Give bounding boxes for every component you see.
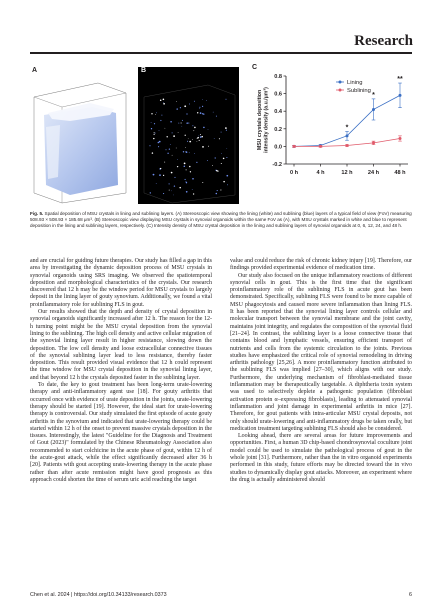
msu-crystal [200,134,201,135]
page-header [0,0,427,60]
msu-crystal [169,183,170,184]
msu-crystal [155,114,156,115]
msu-crystal [214,138,215,139]
msu-crystal [163,193,164,194]
volume-box-edge [34,97,62,107]
msu-crystal [223,158,225,160]
msu-crystal [213,112,214,113]
msu-crystal [202,146,204,148]
msu-crystal [197,141,198,142]
msu-crystal [180,107,181,108]
msu-crystal [192,178,194,180]
panel-b-label: B [141,67,147,74]
y-axis-label-line: intensity density (a.u./μm³) [263,87,270,153]
msu-crystal [177,159,178,160]
msu-crystal [160,99,162,101]
x-tick-label: 0 h [289,170,299,176]
lining-volume-edge [46,125,60,179]
y-axis-label [257,87,270,153]
msu-crystal [221,132,222,133]
msu-crystal [216,116,217,117]
legend-swatch-marker [339,81,342,84]
msu-crystal [187,141,188,142]
y-tick-label: 0.6 [274,91,282,98]
data-point-lining [346,134,349,137]
msu-crystal [158,146,159,147]
data-point-sublining [293,145,296,148]
y-axis-label-line: MSU crystals deposition [257,89,263,151]
msu-crystal [223,181,225,183]
msu-crystal [176,148,177,149]
msu-crystal [207,160,208,161]
msu-crystal [225,127,227,129]
msu-crystal [221,163,222,164]
msu-crystal [220,189,221,190]
msu-crystal [188,123,189,124]
msu-crystal [160,168,161,169]
msu-crystal [189,166,191,168]
msu-crystal [215,157,216,158]
x-tick-label: 4 h [316,170,325,176]
msu-crystal [172,155,173,156]
msu-crystal [149,145,150,146]
msu-crystal [156,112,157,113]
header-rule [30,52,412,54]
msu-crystal [185,135,186,136]
msu-crystal [159,174,161,176]
msu-crystal [174,177,175,178]
msu-crystal [226,175,228,177]
paragraph: value and could reduce the risk of chronic kidney injury [19]. Therefore, our findings provided experimental evidence of medication time. [230,258,412,272]
msu-crystal [193,193,194,194]
msu-crystal [194,101,195,102]
panel-a-render [30,67,130,204]
body-column-left [30,258,212,484]
msu-crystal [197,112,198,113]
msu-crystal [199,108,200,109]
figure-panel-b [138,67,239,204]
msu-crystal [151,128,152,129]
msu-crystal [189,141,191,143]
msu-crystal [185,151,186,152]
data-point-lining [372,108,375,111]
data-point-lining [399,94,402,97]
legend-swatch-marker [339,89,342,92]
msu-crystal [226,99,227,100]
msu-crystal [202,113,203,114]
msu-crystal [156,183,157,184]
msu-crystal [197,137,199,139]
msu-crystal [184,105,186,107]
msu-crystal [185,179,186,180]
msu-crystal [212,165,213,166]
figure-panel-c [250,62,415,207]
msu-crystal [216,193,218,195]
msu-crystal [188,138,189,139]
msu-crystal [194,153,195,154]
y-tick-label: 0.2 [274,126,282,133]
msu-crystal [226,148,227,149]
msu-crystal [186,191,188,193]
paragraph: Our study also focused on the unique inflammatory reactions of different synovial cells in gout. This is the first time that the significant proinflammatory role of the sublining FLS in acute gout has been demonstrated. Specifically, sublining FLS were found to be more capable of MSU phagocytosis and caused more severe inflammation than lining FLS. It has been reported that the synovial lining layer controls cellular and molecular transport between the synovial membrane and the joint cavity, maintains joint integrity, and regulates the composition of the synovial fluid [21–24]. In contrast, the sublining layer is a loose connective tissue that contains blood and lymphatic vessels, ensuring efficient transport of nutrients and cells from the systemic circulation to the joints. Previous studies have emphasized the critical role of synovial remodeling in driving arthritis pathology [25,26]. A more proinflammatory function attributed to the sublining FLS was implied [27–30], which aligns with our study. Furthermore, the underlying mechanism of fibroblast-mediated tissue inflammation may be therapeutically targetable. A diphtheria toxin system was used to selectively deplete a pathogenic population (fibroblast activation protein α–expressing fibroblasts), leading to attenuated synovial inflammation and joint damage in experimental arthritis in mice [27]. Therefore, for gout patients with intra-articular MSU crystal deposits, not only should urate-lowering and anti-inflammatory drugs be taken orally, but medication treatment targeting sublining FLS should also be considered. [230,272,412,432]
msu-crystal [151,122,152,123]
significance-marker: * [372,91,375,99]
msu-crystal [161,115,162,116]
panel-c-label: C [252,64,258,71]
msu-crystal [226,157,227,158]
msu-crystal [206,100,207,101]
msu-crystal [182,126,183,127]
msu-crystal [184,163,186,165]
msu-crystal [192,139,193,140]
panel-b-render [138,67,239,204]
significance-marker: * [345,124,349,132]
msu-crystal [192,125,193,126]
msu-crystal [160,120,161,121]
msu-crystal [169,148,170,149]
x-tick-label: 12 h [341,170,353,176]
msu-crystal [186,169,187,170]
msu-crystal [179,187,181,189]
caption-text: Spatial deposition of MSU crystals in lining and sublining layers. (A) Stereoscopic view showing the lining (white) and sublining (blue) layers of a typical field of view (FoV) measuring 508.93 × 508.93 × 185.68 μm³. (B) Stereoscopic view displaying MSU crystals in synovial organoids within the same FoV as (A), with MSU crystals marked in white and blue to represent deposition in the lining and sublining layers, respectively. (C) Intensity density of MSU crystal deposition in the lining and sublining layers of synovial organoids at 0, 6, 12, 24, and 48 h. [30,211,412,229]
msu-crystal [158,142,160,144]
msu-crystal [186,151,188,153]
msu-crystal [186,122,188,124]
msu-crystal [202,182,203,183]
msu-crystal [167,153,168,154]
msu-crystal [182,120,183,121]
msu-crystal [193,130,194,131]
paragraph: To date, the key to gout treatment has been long-term urate-lowering therapy and anti-inflammatory agent use [18]. For gouty arthritis that occurred once with evidence of urate deposition in the joints, urate-lowering therapy should be started [19]. However, the ideal start for urate-lowering therapy is controversial. Our study simulated the first episode of acute gouty arthritis in the synovium and indicated that urate-lowering therapy could be started within 12 h of the onset to prevent massive crystals deposition in the tissues. Interestingly, the latest "Guideline for the Diagnosis and Treatment of Gout (2023)" formulated by the Chinese Rheumatology Association also recommended to start colchicine in the acute phase of gout, within 12 h of the acute-gout attack, while the effect significantly decreased after 36 h [20]. Patients with gout accepting urate-lowering therapy in the acute phase rather than after acute remission might have good prognosis as this approach could shorten the time of serum uric acid reaching the target [30,382,212,483]
msu-crystal [200,112,202,114]
body-column-right [230,258,412,484]
journal-name: Research [354,33,413,49]
msu-crystal [184,166,186,168]
msu-crystal [154,134,155,135]
msu-crystal [159,130,160,131]
paragraph: and are crucial for guiding future therapies. Our study has filled a gap in this area by investigating the dynamic deposition process of MSU crystals in synovial organoids using SRS imaging. We observed the spatiotemporal deposition and morphological characteristics of the crystals. Our research discovered that 12 h may be the window period for MSU crystals to largely deposit in the lining layer of gouty synovium. Additionally, we found a vital proinflammatory role for sublining FLS in gout. [30,258,212,308]
msu-crystal [189,104,190,105]
msu-crystal [189,152,190,153]
msu-crystal [202,99,203,100]
msu-crystal [194,127,196,129]
msu-crystal [171,172,173,174]
msu-crystal [192,189,193,190]
data-point-sublining [319,145,322,148]
footer-citation: Chen et al. 2024 | https://doi.org/10.34133/research.0373 [30,592,167,598]
msu-crystal [170,144,171,145]
msu-crystal [208,146,209,147]
msu-crystal [169,190,170,191]
x-tick-label: 24 h [367,170,380,176]
msu-crystal [227,184,228,185]
msu-crystal [185,147,186,148]
msu-crystal [170,121,172,123]
msu-crystal [178,123,179,124]
x-tick-label: 48 h [394,170,406,176]
msu-crystal [153,138,154,139]
legend-label: Lining [347,80,363,86]
msu-crystal [208,129,209,130]
msu-crystal [173,195,174,196]
msu-crystal [185,181,186,182]
msu-crystal [164,162,165,163]
msu-crystal [171,191,172,192]
msu-crystal [163,102,164,103]
msu-crystal [200,136,202,138]
msu-crystal [186,113,187,114]
msu-crystal [219,138,220,139]
msu-crystal [163,99,165,101]
msu-crystal [226,130,227,131]
msu-crystal [173,135,175,137]
msu-crystal [197,138,198,139]
msu-crystal [172,132,173,133]
figure-panel-a [30,67,130,204]
msu-crystal [190,171,191,172]
msu-crystal [155,133,156,134]
line-chart [250,62,415,207]
msu-crystal [198,136,199,137]
msu-crystal [154,132,155,133]
legend-label: Sublining [347,88,371,94]
data-point-sublining [346,144,349,147]
figure-caption [30,211,412,230]
page-number: 6 [409,592,412,598]
msu-crystal [174,185,175,186]
paragraph: Looking ahead, there are several areas for future improvements and opportunities. First, a human 3D chip-based chondrosynovial coculture joint model could be used to simulate the pathological process of gout in the whole joint [31]. Furthermore, rather than the in vitro organoid experiments performed in this study, future efforts may be directed toward the in vivo studies to dynamically display gout attacks. Moreover, an experiment where the drug is actually administered should [230,433,412,483]
msu-crystal [163,103,165,105]
panel-b-background [138,67,239,204]
msu-crystal [150,192,151,193]
msu-crystal [176,101,177,102]
msu-crystal [199,140,200,141]
msu-crystal [152,152,153,153]
significance-marker: ** [397,76,403,84]
msu-crystal [163,175,164,176]
msu-crystal [181,123,182,124]
msu-crystal [201,136,203,138]
msu-crystal [217,190,218,191]
caption-label: Fig. 5. [30,211,44,216]
msu-crystal [154,123,155,124]
msu-crystal [196,162,197,163]
data-point-sublining [372,141,375,144]
msu-crystal [176,108,177,109]
msu-crystal [159,141,161,143]
y-tick-label: 0.4 [274,109,282,116]
msu-crystal [165,128,166,129]
panel-a-label: A [32,67,38,74]
y-tick-label: 0.0 [274,144,282,151]
y-tick-label: 0.8 [274,74,282,80]
y-tick-label: -0.2 [272,162,282,168]
page-footer [30,592,412,602]
msu-crystal [202,106,203,107]
paragraph: Our results showed that the depth and density of crystal deposition in synovial organoids significantly increased after 12 h. The reason for the 12-h turning point might be the MSU crystal deposition from the synovial lining to the sublining. The high cell density and active cellular migration of the synovial lining layer result in higher resistance, slowing down the deposition. The low cell density and loose extracellular connective tissues of the synovial sublining layer lead to less resistance, thereby faster deposition. This result provided visual evidence that 12 h could represent the time window for MSU crystal deposition in the synovial lining layer, and that beyond 12 h the crystals deposited faster in the sublining layer. [30,309,212,381]
msu-crystal [203,127,205,129]
msu-crystal [166,149,167,150]
msu-crystal [153,174,155,176]
msu-crystal [183,151,184,152]
msu-crystal [216,170,217,171]
msu-crystal [166,136,167,137]
msu-crystal [178,132,179,133]
msu-crystal [221,153,222,154]
msu-crystal [177,166,178,167]
msu-crystal [151,113,152,114]
data-point-sublining [399,137,402,140]
msu-crystal [199,107,200,108]
